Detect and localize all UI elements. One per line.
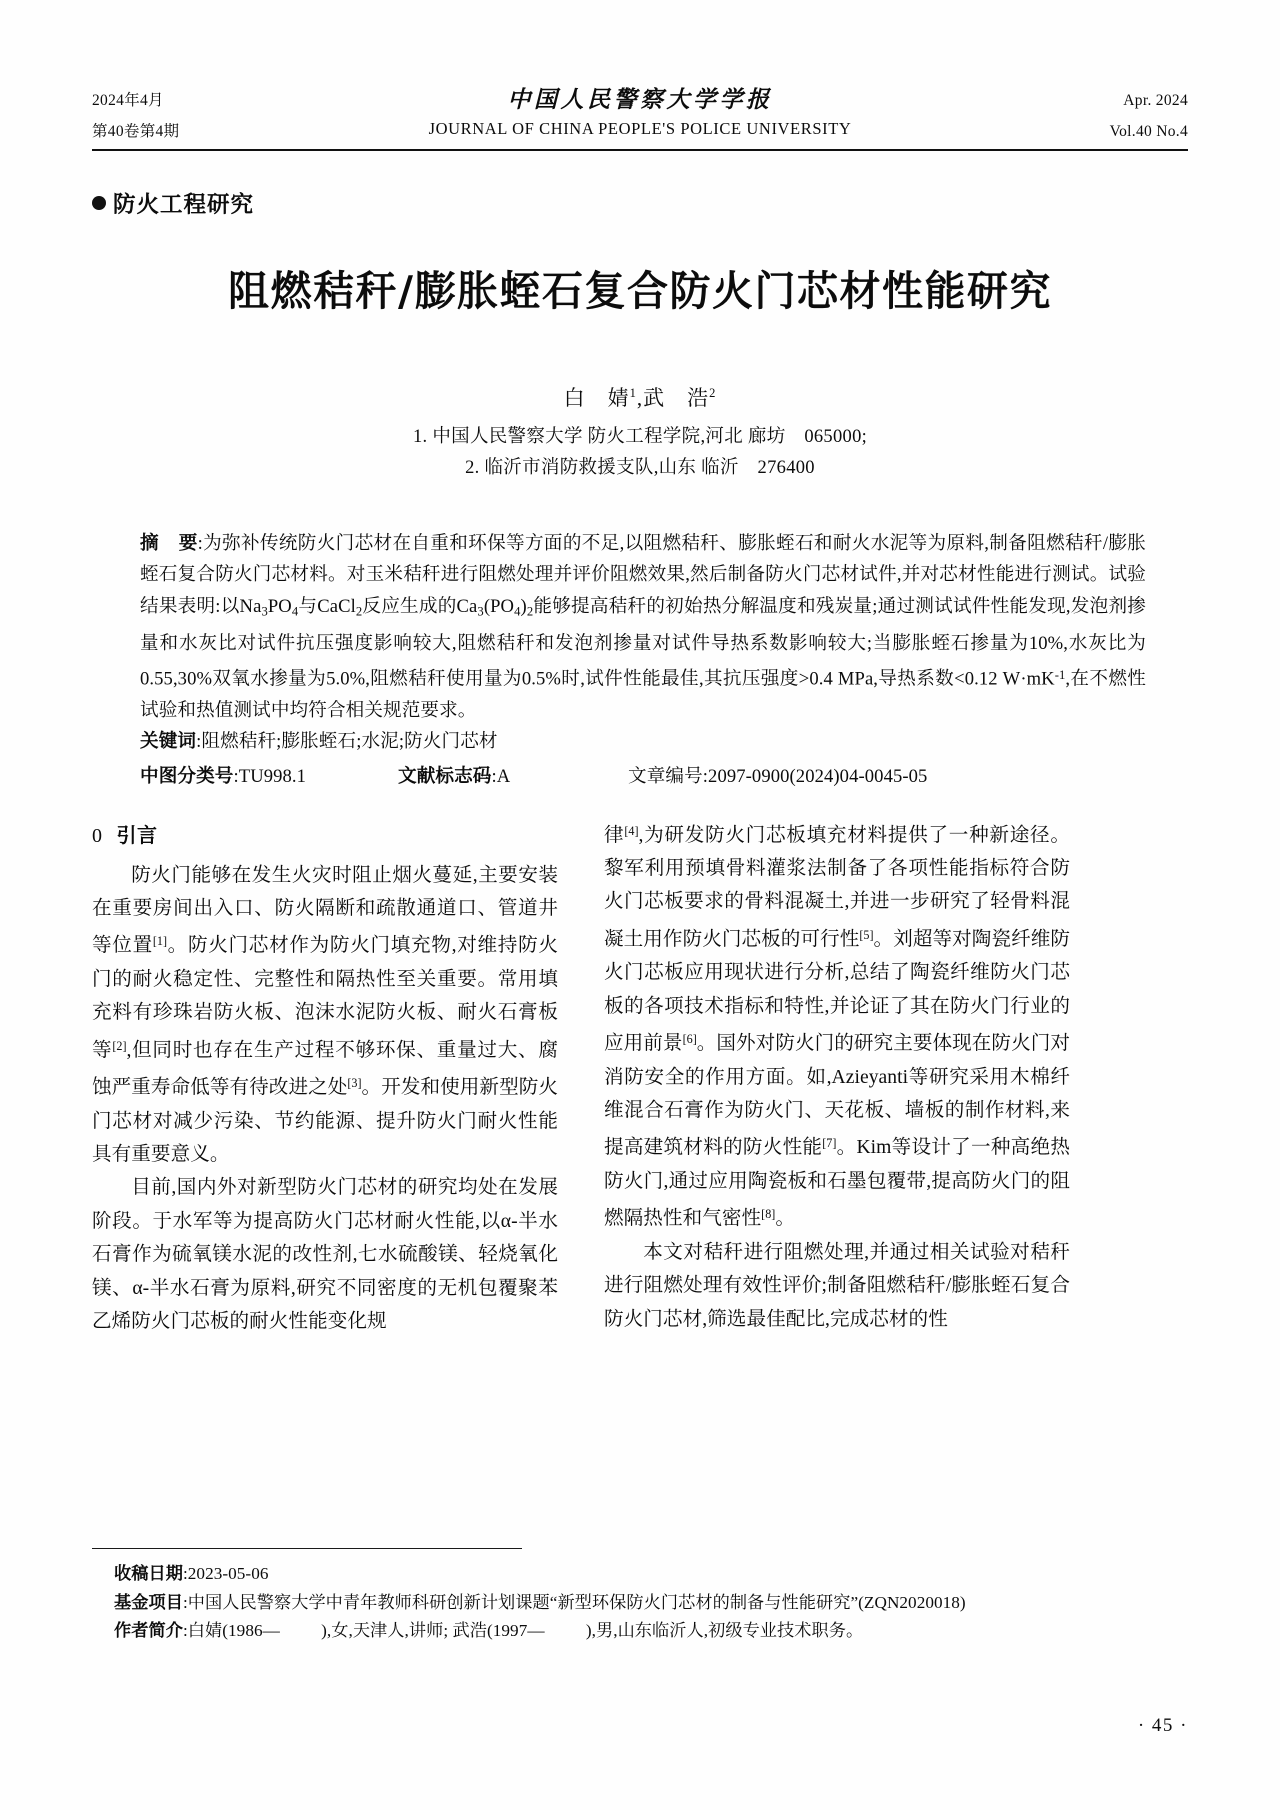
- section-heading-intro: [92, 815, 558, 856]
- clc-label: 中图分类号: [140, 765, 234, 787]
- paragraph: [92, 1171, 558, 1338]
- section-title: 引言: [116, 822, 158, 847]
- body-text: 。Kim等设计了一种高绝热防火门,通过应用陶瓷板和石墨包覆带,提高防火门的阻燃隔热性和气密性: [604, 1137, 1070, 1230]
- clc-number: [140, 761, 398, 793]
- author-bio-value-b: ),女,天津人,讲师; 武浩(1997—: [321, 1621, 545, 1641]
- reference-marker: [3]: [347, 1076, 362, 1091]
- received-date-value: :2023-05-06: [182, 1564, 269, 1584]
- body-text: 律: [604, 824, 625, 846]
- formula-cacl2-sub: 2: [355, 604, 363, 619]
- body-text: 。国外对防火门的研究主要体现在防火门对消防安全的作用方面。如,Azieyanti等研究采用木棉纤维混合石膏作为防火门、天花板、墙板的制作材料,来提高建筑材料的防火性能: [604, 1033, 1071, 1159]
- author-separator: ,: [636, 385, 644, 410]
- body-text: 。开发和使用新型防火门芯材对减少污染、节约能源、提升防火门耐火性能具有重要意义。: [92, 1077, 558, 1165]
- article-number-value: :2097-0900(2024)04-0045-05: [702, 765, 928, 787]
- formula-na3po4-sub2: 4: [291, 604, 299, 619]
- abstract-text-1: 为弥补传统防火门芯材在自重和环保等方面的不足,以阻燃秸秆、膨胀蛭石和耐火水泥等为原料,制备阻燃秸秆/膨胀蛭石复合防火门芯材料。对玉米秸秆进行阻燃处理并评价阻燃效果,然后制备防火门芯材试件,并对芯材性能进行测试。试验结果表明:以: [140, 532, 1146, 617]
- body-text: 。刘超等对陶瓷纤维防火门芯板应用现状进行分析,总结了陶瓷纤维防火门芯板的各项技术指标和特性,并论证了其在防火门行业的应用前景: [604, 928, 1070, 1055]
- footnote-block: [92, 1548, 1188, 1646]
- author-bio-value-c: ),男,山东临沂人,初级专业技术职务。: [585, 1621, 864, 1641]
- keywords-label: 关键词: [140, 731, 197, 753]
- abstract-text-3: 反应生成的: [362, 595, 457, 617]
- formula-ca3po42-a: Ca: [456, 595, 478, 617]
- reference-marker: [5]: [859, 927, 874, 942]
- unit-exponent: -1: [1054, 667, 1066, 682]
- issue-date-en: Apr. 2024: [1123, 92, 1188, 109]
- keywords-value: 阻燃秸秆;膨胀蛭石;水泥;防火门芯材: [201, 731, 498, 753]
- abstract-text-4: 能够提高秸秆的初始热分解温度和残炭量;通过测试试件性能发现,发泡剂掺量和水灰比对试件抗压强度影响较大,阻燃秸秆和发泡剂掺量对试件导热系数影响较大;当膨胀蛭石掺量为10%,水灰比为0.55,30%双氧水掺量为5.0%,阻燃秸秆使用量为0.5%时,试件性能最佳,其抗压强度>0.4 MPa,导热系数<0.12 W·mK: [140, 595, 1146, 690]
- formula-ca3po42-sub2: 4: [514, 604, 521, 619]
- header-divider: [92, 149, 1188, 151]
- issue-date: 2024年4月: [92, 92, 164, 109]
- abstract-paragraph: [140, 528, 1146, 727]
- formula-ca3po42-c: ): [520, 595, 527, 617]
- document-code: [398, 761, 628, 793]
- doc-code-label: 文献标志码: [398, 765, 492, 787]
- body-column-right: [604, 815, 1070, 1339]
- running-head-center: [92, 85, 1188, 144]
- author-name-1: 白 婧: [563, 385, 630, 410]
- body-text: ,为研发防火门芯板填充材料提供了一种新途径。黎军利用预填骨料灌浆法制备了各项性能指标符合防火门芯板要求的骨料混凝土,并进一步研究了轻骨料混凝土用作防火门芯板的可行性: [604, 824, 1071, 950]
- bullet-icon: [92, 196, 106, 210]
- author-name-2: 武 浩: [643, 385, 710, 410]
- abstract-block: [92, 528, 1188, 793]
- running-head: [92, 85, 1188, 147]
- abstract-text-5: ,在不燃性试验和热值测试中均符合相关规范要求。: [140, 668, 1146, 721]
- affiliation-2: 2. 临沂市消防救援支队,山东 临沂 276400: [465, 457, 815, 478]
- author-affil-marker-1: 1: [629, 385, 637, 400]
- page-title: 阻燃秸秆/膨胀蛭石复合防火门芯材性能研究: [228, 266, 1052, 315]
- volume-issue-cn: 第40卷第4期: [92, 123, 180, 140]
- formula-na3po4-sub1: 3: [261, 604, 268, 619]
- body-text: 本文对秸秆进行阻燃处理,并通过相关试验对秸秆进行阻燃处理有效性评价;制备阻燃秸秆/膨胀蛭石复合防火门芯材,筛选最佳配比,完成芯材的性: [604, 1241, 1070, 1330]
- page-number: · 45 ·: [1137, 1715, 1188, 1736]
- reference-marker: [1]: [152, 934, 168, 949]
- body-columns: [92, 815, 1188, 1339]
- affiliation-1: 1. 中国人民警察大学 防火工程学院,河北 廊坊 065000;: [412, 426, 868, 447]
- doc-code-value: :A: [491, 765, 511, 787]
- formula-ca3po42-b: (PO: [483, 595, 515, 617]
- author-bio-value-a: :白婧(1986—: [182, 1621, 280, 1641]
- funding-value: :中国人民警察大学中青年教师科研创新计划课题“新型环保防火门芯材的制备与性能研究”(ZQN2020018): [182, 1592, 966, 1612]
- reference-marker: [8]: [761, 1207, 776, 1222]
- paragraph: [604, 1236, 1070, 1336]
- journal-name-en: JOURNAL OF CHINA PEOPLE'S POLICE UNIVERSITY: [428, 119, 852, 138]
- body-text: ,但同时也存在生产过程不够环保、重量过大、腐蚀严重寿命低等有待改进之处: [92, 1039, 559, 1099]
- keywords-line: [140, 726, 1146, 758]
- running-head-right: [1110, 85, 1188, 147]
- column-tag: [92, 187, 1188, 219]
- classification-line: [140, 761, 1146, 793]
- abstract-colon: :: [197, 532, 203, 554]
- volume-issue-en: Vol.40 No.4: [1109, 123, 1188, 140]
- author-bio-label: 作者简介: [114, 1621, 183, 1641]
- author-affil-marker-2: 2: [709, 385, 717, 400]
- article-number: [628, 761, 1146, 793]
- abstract-label-2: 要: [178, 532, 198, 554]
- journal-name-cn: 中国人民警察大学学报: [507, 87, 773, 112]
- formula-na3po4-mid: PO: [267, 595, 292, 617]
- footnote-divider: [92, 1548, 522, 1549]
- body-text: 防火门能够在发生火灾时阻止烟火蔓延,主要安装在重要房间出入口、防火隔断和疏散通道口、管道井等位置: [92, 864, 558, 957]
- footnote-author-bio: [92, 1617, 1188, 1646]
- section-number: 0: [92, 824, 103, 847]
- author-list: [92, 378, 1188, 413]
- reference-marker: [4]: [624, 823, 639, 838]
- funding-label: 基金项目: [114, 1592, 183, 1612]
- body-text: 目前,国内外对新型防火门芯材的研究均处在发展阶段。于水军等为提高防火门芯材耐火性能,以α-半水石膏作为硫氧镁水泥的改性剂,七水硫酸镁、轻烧氧化镁、α-半水石膏为原料,研究不同密度的无机包覆聚苯乙烯防火门芯板的耐火性能变化规: [92, 1177, 558, 1333]
- article-number-label: 文章编号: [628, 765, 703, 787]
- abstract-text-2: 与: [298, 595, 318, 617]
- formula-na3po4-base: Na: [239, 595, 262, 617]
- formula-ca3po42-sub1: 3: [477, 604, 484, 619]
- keywords-colon: :: [196, 731, 202, 753]
- formula-ca3po42-sub3: 2: [526, 604, 534, 619]
- column-tag-label: 防火工程研究: [113, 191, 255, 218]
- clc-value: :TU998.1: [233, 765, 307, 787]
- formula-cacl2-base: CaCl: [317, 595, 356, 617]
- reference-marker: [2]: [112, 1038, 127, 1053]
- body-text: 。: [775, 1208, 795, 1230]
- body-column-left: [92, 815, 558, 1339]
- paragraph: [604, 815, 1070, 1236]
- reference-marker: [7]: [822, 1136, 837, 1151]
- footnote-funding: [92, 1589, 1188, 1618]
- received-date-label: 收稿日期: [114, 1564, 183, 1584]
- footnote-received-date: [92, 1560, 1188, 1589]
- paragraph: [92, 859, 558, 1172]
- abstract-label: 摘: [140, 532, 159, 554]
- body-text: 。防火门芯材作为防火门填充物,对维持防火门的耐火稳定性、完整性和隔热性至关重要。常用填充料有珍珠岩防火板、泡沫水泥防火板、耐火石膏板等: [92, 935, 558, 1061]
- reference-marker: [6]: [682, 1032, 697, 1047]
- page-content: [92, 85, 1188, 1338]
